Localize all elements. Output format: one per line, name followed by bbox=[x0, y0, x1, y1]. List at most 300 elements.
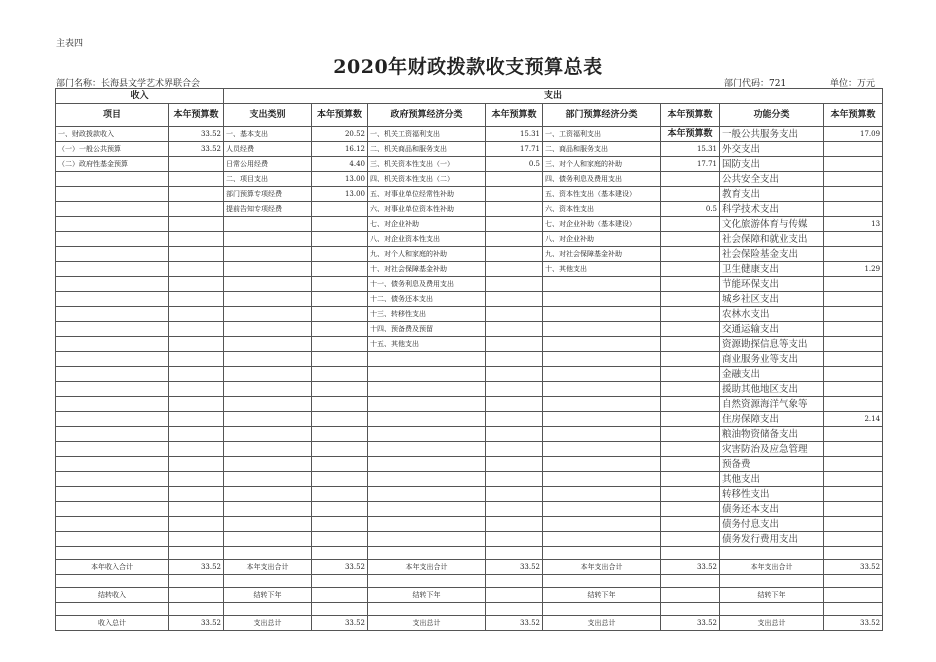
table-row bbox=[56, 487, 883, 502]
table-cell: 33.52 bbox=[486, 560, 543, 575]
table-cell bbox=[56, 262, 169, 277]
table-cell bbox=[824, 172, 883, 187]
table-cell bbox=[312, 262, 368, 277]
table-cell bbox=[312, 588, 368, 603]
table-cell bbox=[486, 442, 543, 457]
table-cell bbox=[486, 367, 543, 382]
table-row bbox=[56, 202, 883, 217]
table-cell: 33.52 bbox=[169, 616, 224, 631]
table-cell bbox=[56, 307, 169, 322]
table-cell: 十、其他支出 bbox=[543, 262, 661, 277]
table-cell bbox=[661, 427, 720, 442]
column-header: 本年预算数 bbox=[824, 104, 883, 127]
table-cell bbox=[224, 232, 312, 247]
footer-row bbox=[56, 616, 883, 631]
table-cell bbox=[486, 307, 543, 322]
table-cell bbox=[824, 532, 883, 547]
table-cell bbox=[824, 367, 883, 382]
table-cell: 五、资本性支出（基本建设） bbox=[543, 187, 661, 202]
table-cell: 1.29 bbox=[824, 262, 883, 277]
table-cell bbox=[661, 472, 720, 487]
table-cell bbox=[224, 367, 312, 382]
table-cell: 其他支出 bbox=[720, 472, 824, 487]
table-cell: 33.52 bbox=[312, 560, 368, 575]
table-row bbox=[56, 382, 883, 397]
table-cell bbox=[661, 292, 720, 307]
table-cell bbox=[486, 202, 543, 217]
table-cell bbox=[312, 292, 368, 307]
table-cell bbox=[661, 412, 720, 427]
table-cell bbox=[486, 247, 543, 262]
table-cell bbox=[224, 412, 312, 427]
table-cell: 17.71 bbox=[486, 142, 543, 157]
table-cell bbox=[169, 337, 224, 352]
table-cell: 4.40 bbox=[312, 157, 368, 172]
table-cell bbox=[368, 603, 486, 616]
table-cell bbox=[543, 367, 661, 382]
table-cell bbox=[312, 217, 368, 232]
table-cell: 一、财政拨款收入 bbox=[56, 127, 169, 142]
table-cell bbox=[824, 157, 883, 172]
table-cell: 国防支出 bbox=[720, 157, 824, 172]
table-cell bbox=[486, 382, 543, 397]
table-cell bbox=[661, 442, 720, 457]
table-cell bbox=[720, 575, 824, 588]
table-cell: 四、债务利息及费用支出 bbox=[543, 172, 661, 187]
table-cell bbox=[543, 603, 661, 616]
table-cell: 支出总计 bbox=[368, 616, 486, 631]
column-header: 本年预算数 bbox=[486, 104, 543, 127]
footer-row bbox=[56, 588, 883, 603]
table-cell bbox=[56, 457, 169, 472]
table-cell bbox=[224, 487, 312, 502]
table-cell bbox=[368, 412, 486, 427]
table-cell: 13 bbox=[824, 217, 883, 232]
table-row bbox=[56, 277, 883, 292]
table-cell: 教育支出 bbox=[720, 187, 824, 202]
table-cell: 十三、转移性支出 bbox=[368, 307, 486, 322]
table-cell: 九、对社会保障基金补助 bbox=[543, 247, 661, 262]
table-cell: 结转下年 bbox=[543, 588, 661, 603]
table-cell: 支出总计 bbox=[720, 616, 824, 631]
column-header: 本年预算数 bbox=[661, 104, 720, 127]
table-cell: 33.52 bbox=[661, 616, 720, 631]
table-cell: 15.31 bbox=[486, 127, 543, 142]
table-cell bbox=[543, 487, 661, 502]
table-cell bbox=[56, 322, 169, 337]
table-row bbox=[56, 262, 883, 277]
table-cell: 农林水支出 bbox=[720, 307, 824, 322]
table-cell bbox=[543, 397, 661, 412]
table-cell bbox=[312, 367, 368, 382]
table-cell bbox=[312, 382, 368, 397]
table-cell: 部门预算专项经费 bbox=[224, 187, 312, 202]
table-cell bbox=[169, 247, 224, 262]
table-cell bbox=[543, 457, 661, 472]
table-cell bbox=[368, 397, 486, 412]
table-cell bbox=[56, 397, 169, 412]
table-cell bbox=[312, 412, 368, 427]
table-cell bbox=[661, 517, 720, 532]
table-cell bbox=[661, 487, 720, 502]
table-cell bbox=[169, 517, 224, 532]
table-cell bbox=[312, 202, 368, 217]
table-cell bbox=[824, 247, 883, 262]
table-cell bbox=[661, 337, 720, 352]
table-cell: 十、对社会保障基金补助 bbox=[368, 262, 486, 277]
table-cell bbox=[661, 247, 720, 262]
table-cell bbox=[312, 322, 368, 337]
table-cell: （一）一般公共预算 bbox=[56, 142, 169, 157]
table-cell bbox=[661, 217, 720, 232]
table-cell bbox=[56, 172, 169, 187]
table-cell bbox=[56, 603, 169, 616]
table-cell: 33.52 bbox=[169, 127, 224, 142]
table-cell bbox=[312, 277, 368, 292]
table-cell: 资源勘探信息等支出 bbox=[720, 337, 824, 352]
table-cell bbox=[368, 487, 486, 502]
table-cell bbox=[486, 262, 543, 277]
table-cell bbox=[312, 532, 368, 547]
table-cell bbox=[56, 247, 169, 262]
table-cell bbox=[169, 307, 224, 322]
table-cell bbox=[56, 502, 169, 517]
table-cell bbox=[661, 603, 720, 616]
table-cell bbox=[169, 472, 224, 487]
column-header: 功能分类 bbox=[720, 104, 824, 127]
table-cell bbox=[486, 292, 543, 307]
table-cell bbox=[661, 307, 720, 322]
table-cell bbox=[312, 442, 368, 457]
table-cell bbox=[661, 588, 720, 603]
table-cell: 33.52 bbox=[824, 560, 883, 575]
page-title: 2020年财政拨款收支预算总表 bbox=[333, 56, 603, 78]
table-cell bbox=[56, 277, 169, 292]
table-cell bbox=[169, 232, 224, 247]
table-cell: 社会保险基金支出 bbox=[720, 247, 824, 262]
budget-table bbox=[55, 88, 883, 631]
spacer-row bbox=[56, 547, 883, 560]
table-row bbox=[56, 412, 883, 427]
table-cell: 科学技术支出 bbox=[720, 202, 824, 217]
table-cell bbox=[224, 442, 312, 457]
table-row bbox=[56, 532, 883, 547]
table-cell bbox=[824, 307, 883, 322]
table-cell: 0.5 bbox=[661, 202, 720, 217]
table-cell bbox=[543, 412, 661, 427]
table-cell: 十五、其他支出 bbox=[368, 337, 486, 352]
table-cell bbox=[543, 575, 661, 588]
table-cell: 十一、债务利息及费用支出 bbox=[368, 277, 486, 292]
table-cell bbox=[224, 337, 312, 352]
table-cell bbox=[312, 457, 368, 472]
table-cell: 二、项目支出 bbox=[224, 172, 312, 187]
table-cell bbox=[368, 472, 486, 487]
table-cell bbox=[661, 575, 720, 588]
table-cell bbox=[56, 472, 169, 487]
table-row bbox=[56, 442, 883, 457]
table-cell bbox=[169, 157, 224, 172]
table-cell bbox=[169, 427, 224, 442]
table-cell bbox=[824, 502, 883, 517]
table-cell: 17.71 bbox=[661, 157, 720, 172]
table-cell bbox=[824, 352, 883, 367]
table-cell bbox=[661, 187, 720, 202]
table-cell: 社会保障和就业支出 bbox=[720, 232, 824, 247]
table-cell: 结转下年 bbox=[224, 588, 312, 603]
table-cell bbox=[824, 337, 883, 352]
table-row bbox=[56, 322, 883, 337]
table-cell bbox=[661, 367, 720, 382]
table-cell bbox=[224, 382, 312, 397]
table-row bbox=[56, 232, 883, 247]
table-cell bbox=[169, 187, 224, 202]
table-cell bbox=[486, 337, 543, 352]
table-cell: 17.09 bbox=[824, 127, 883, 142]
table-cell: 结转下年 bbox=[720, 588, 824, 603]
table-cell bbox=[169, 502, 224, 517]
table-cell bbox=[543, 382, 661, 397]
income-group-header: 收入 bbox=[56, 89, 224, 104]
table-row bbox=[56, 292, 883, 307]
column-header: 部门预算经济分类 bbox=[543, 104, 661, 127]
table-cell: 十二、债务还本支出 bbox=[368, 292, 486, 307]
table-cell bbox=[824, 232, 883, 247]
table-cell bbox=[224, 292, 312, 307]
table-cell: 结转收入 bbox=[56, 588, 169, 603]
table-row bbox=[56, 157, 883, 172]
table-cell bbox=[224, 322, 312, 337]
table-cell bbox=[312, 487, 368, 502]
table-cell bbox=[824, 472, 883, 487]
table-cell: 商业服务业等支出 bbox=[720, 352, 824, 367]
table-cell bbox=[224, 532, 312, 547]
table-cell: 日常公用经费 bbox=[224, 157, 312, 172]
table-cell: 15.31 bbox=[661, 142, 720, 157]
table-cell: 交通运输支出 bbox=[720, 322, 824, 337]
table-cell bbox=[224, 457, 312, 472]
table-cell bbox=[56, 427, 169, 442]
table-cell bbox=[368, 382, 486, 397]
table-cell: 灾害防治及应急管理 bbox=[720, 442, 824, 457]
table-cell bbox=[169, 322, 224, 337]
table-cell bbox=[486, 472, 543, 487]
table-cell: 三、机关资本性支出（一） bbox=[368, 157, 486, 172]
table-cell: 城乡社区支出 bbox=[720, 292, 824, 307]
table-cell bbox=[543, 307, 661, 322]
table-cell bbox=[169, 382, 224, 397]
spacer-row bbox=[56, 603, 883, 616]
table-cell bbox=[224, 547, 312, 560]
table-cell: 收入总计 bbox=[56, 616, 169, 631]
table-cell: 债务发行费用支出 bbox=[720, 532, 824, 547]
table-row bbox=[56, 142, 883, 157]
table-cell bbox=[661, 232, 720, 247]
table-cell bbox=[56, 517, 169, 532]
table-cell bbox=[486, 603, 543, 616]
table-cell bbox=[824, 517, 883, 532]
table-cell bbox=[368, 427, 486, 442]
table-cell: 八、对企业补助 bbox=[543, 232, 661, 247]
table-row bbox=[56, 307, 883, 322]
table-cell bbox=[169, 588, 224, 603]
table-cell: 六、资本性支出 bbox=[543, 202, 661, 217]
table-cell bbox=[224, 472, 312, 487]
table-cell bbox=[661, 502, 720, 517]
table-cell bbox=[312, 352, 368, 367]
table-cell: 支出总计 bbox=[543, 616, 661, 631]
table-cell: 本年支出合计 bbox=[543, 560, 661, 575]
table-cell bbox=[224, 517, 312, 532]
table-cell bbox=[312, 397, 368, 412]
table-cell bbox=[224, 352, 312, 367]
table-cell bbox=[169, 277, 224, 292]
table-cell: 住房保障支出 bbox=[720, 412, 824, 427]
table-cell bbox=[312, 472, 368, 487]
table-cell: 文化旅游体育与传媒 bbox=[720, 217, 824, 232]
table-cell: 一般公共服务支出 bbox=[720, 127, 824, 142]
table-cell bbox=[169, 575, 224, 588]
table-cell bbox=[543, 427, 661, 442]
column-header: 项目 bbox=[56, 104, 169, 127]
table-cell bbox=[661, 397, 720, 412]
table-cell bbox=[312, 547, 368, 560]
table-cell: 三、对个人和家庭的补助 bbox=[543, 157, 661, 172]
table-cell bbox=[486, 487, 543, 502]
table-cell bbox=[169, 367, 224, 382]
table-cell bbox=[312, 517, 368, 532]
table-cell bbox=[543, 352, 661, 367]
table-cell bbox=[312, 307, 368, 322]
table-cell: 一、机关工资福利支出 bbox=[368, 127, 486, 142]
table-cell: 本年预算数 bbox=[661, 127, 720, 142]
table-cell: 支出总计 bbox=[224, 616, 312, 631]
column-header-row bbox=[56, 104, 883, 127]
table-cell bbox=[56, 575, 169, 588]
table-cell bbox=[56, 352, 169, 367]
table-cell bbox=[224, 307, 312, 322]
table-cell bbox=[224, 427, 312, 442]
table-cell: 预备费 bbox=[720, 457, 824, 472]
table-cell bbox=[486, 575, 543, 588]
table-cell bbox=[224, 502, 312, 517]
table-cell bbox=[824, 575, 883, 588]
unit-label: 单位：万元 bbox=[830, 79, 876, 89]
table-cell bbox=[368, 352, 486, 367]
table-cell bbox=[824, 292, 883, 307]
table-cell bbox=[486, 517, 543, 532]
spacer-row bbox=[56, 575, 883, 588]
table-cell: 结转下年 bbox=[368, 588, 486, 603]
table-cell: （二）政府性基金预算 bbox=[56, 157, 169, 172]
table-cell bbox=[312, 232, 368, 247]
table-cell bbox=[543, 277, 661, 292]
table-cell bbox=[56, 442, 169, 457]
table-cell bbox=[169, 603, 224, 616]
table-cell bbox=[661, 172, 720, 187]
table-cell: 金融支出 bbox=[720, 367, 824, 382]
table-cell bbox=[169, 457, 224, 472]
table-cell bbox=[661, 457, 720, 472]
table-cell bbox=[661, 547, 720, 560]
table-cell bbox=[543, 322, 661, 337]
table-row bbox=[56, 457, 883, 472]
table-cell: 一、工资福利支出 bbox=[543, 127, 661, 142]
table-cell bbox=[543, 337, 661, 352]
table-cell: 本年支出合计 bbox=[224, 560, 312, 575]
table-cell: 一、基本支出 bbox=[224, 127, 312, 142]
table-cell bbox=[824, 382, 883, 397]
table-row bbox=[56, 217, 883, 232]
expense-group-header: 支出 bbox=[224, 89, 883, 104]
table-cell bbox=[824, 142, 883, 157]
table-cell bbox=[224, 262, 312, 277]
dept-name: 部门名称：长海县文学艺术界联合会 bbox=[56, 79, 201, 89]
table-cell: 20.52 bbox=[312, 127, 368, 142]
table-cell: 人员经费 bbox=[224, 142, 312, 157]
table-cell bbox=[169, 487, 224, 502]
table-cell bbox=[312, 337, 368, 352]
table-cell bbox=[169, 442, 224, 457]
table-cell bbox=[312, 247, 368, 262]
table-cell bbox=[368, 457, 486, 472]
table-cell bbox=[169, 262, 224, 277]
table-cell: 二、机关商品和服务支出 bbox=[368, 142, 486, 157]
table-cell: 五、对事业单位经常性补助 bbox=[368, 187, 486, 202]
table-cell bbox=[312, 502, 368, 517]
table-cell bbox=[486, 532, 543, 547]
table-cell: 自然资源海洋气象等 bbox=[720, 397, 824, 412]
table-cell bbox=[661, 352, 720, 367]
table-cell bbox=[824, 427, 883, 442]
table-cell bbox=[368, 517, 486, 532]
table-cell bbox=[824, 442, 883, 457]
table-cell: 十四、预备费及预留 bbox=[368, 322, 486, 337]
table-cell bbox=[56, 202, 169, 217]
table-cell: 债务付息支出 bbox=[720, 517, 824, 532]
table-cell: 转移性支出 bbox=[720, 487, 824, 502]
table-cell: 七、对企业补助（基本建设） bbox=[543, 217, 661, 232]
table-cell bbox=[824, 322, 883, 337]
header-group-row bbox=[56, 89, 883, 104]
table-cell bbox=[368, 575, 486, 588]
table-cell: 节能环保支出 bbox=[720, 277, 824, 292]
table-cell bbox=[824, 187, 883, 202]
table-cell bbox=[56, 382, 169, 397]
table-cell bbox=[56, 292, 169, 307]
table-cell bbox=[543, 472, 661, 487]
table-cell bbox=[169, 217, 224, 232]
table-cell bbox=[661, 322, 720, 337]
table-cell: 六、对事业单位资本性补助 bbox=[368, 202, 486, 217]
table-cell bbox=[824, 547, 883, 560]
table-cell bbox=[486, 588, 543, 603]
table-cell bbox=[486, 502, 543, 517]
table-row bbox=[56, 187, 883, 202]
column-header: 支出类别 bbox=[224, 104, 312, 127]
table-cell bbox=[720, 603, 824, 616]
table-cell bbox=[169, 172, 224, 187]
table-cell bbox=[56, 547, 169, 560]
table-cell bbox=[486, 352, 543, 367]
table-cell: 提前告知专项经费 bbox=[224, 202, 312, 217]
table-cell bbox=[312, 575, 368, 588]
table-cell: 33.52 bbox=[312, 616, 368, 631]
table-cell bbox=[824, 487, 883, 502]
table-cell bbox=[368, 442, 486, 457]
table-cell bbox=[169, 397, 224, 412]
table-row bbox=[56, 517, 883, 532]
